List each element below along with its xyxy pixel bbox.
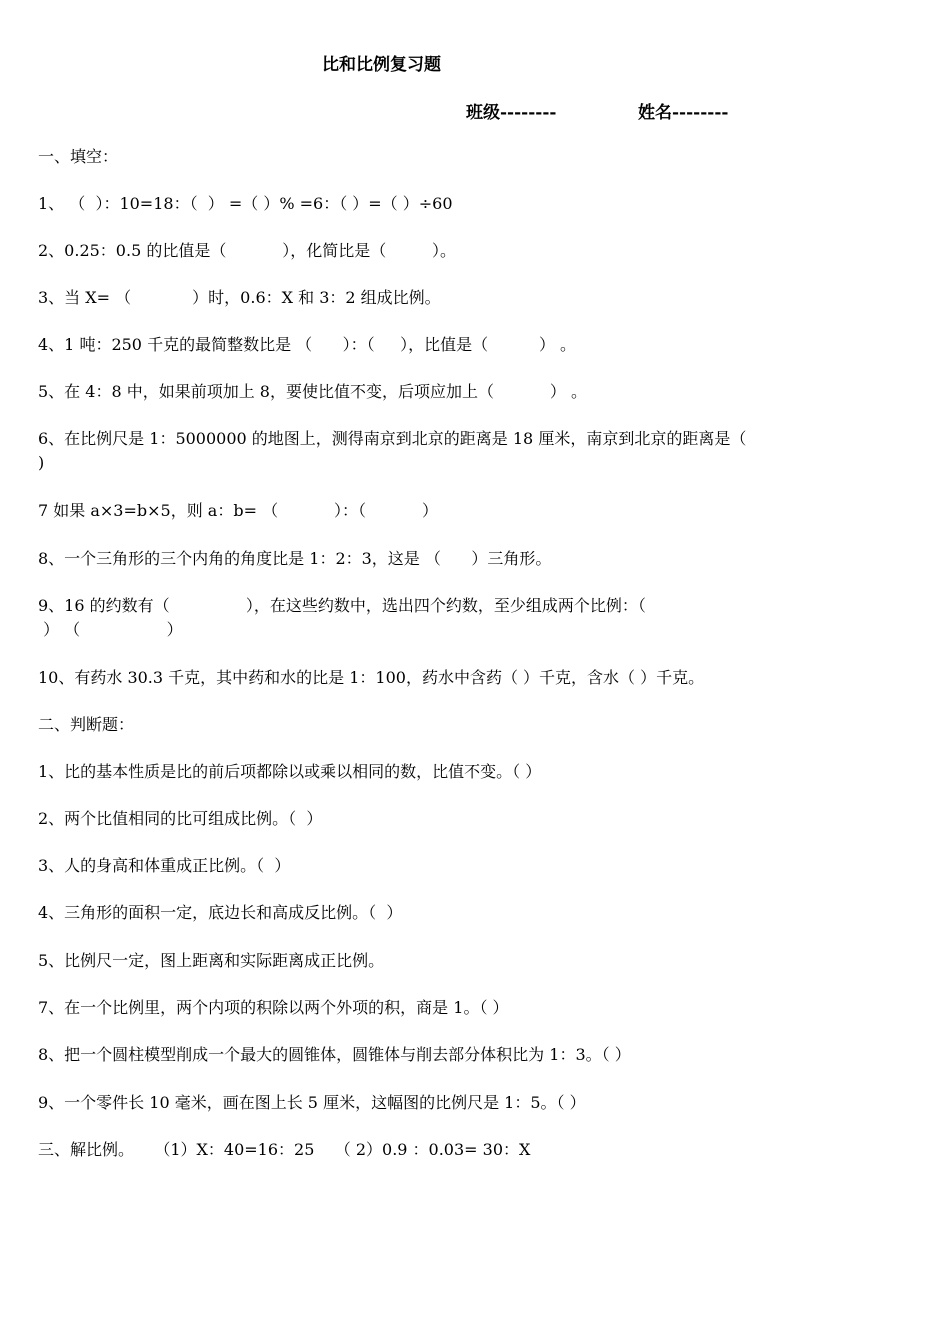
fill-question-3: 3、当 X= （ ）时，0.6：X 和 3：2 组成比例。 <box>38 288 441 307</box>
section-heading-judgement: 二、判断题： <box>38 715 135 734</box>
fill-question-6: 6、在比例尺是 1：5000000 的地图上，测得南京到北京的距离是 18 厘米，南京到北京的距离是（ <box>38 429 747 448</box>
fill-question-7: 7 如果 a×3=b×5，则 a：b= （ ）：（ ） <box>38 501 438 520</box>
fill-question-9: 9、16 的约数有（ ），在这些约数中，选出四个约数，至少组成两个比例：（ <box>38 596 646 615</box>
fill-question-6-continuation: ) <box>38 453 45 472</box>
judge-question-5: 5、比例尺一定，图上距离和实际距离成正比例。 <box>38 951 385 970</box>
fill-question-9-continuation: ） （ ） <box>38 620 183 639</box>
judge-question-9: 9、一个零件长 10 毫米，画在图上长 5 厘米，这幅图的比例尺是 1：5。（ ） <box>38 1093 586 1112</box>
judge-question-2: 2、两个比值相同的比可组成比例。（ ） <box>38 809 323 828</box>
fill-question-8: 8、一个三角形的三个内角的角度比是 1：2：3，这是 （ ）三角形。 <box>38 549 552 568</box>
fill-question-1: 1、 （ ）：10=18：（ ） =（ ）% =6：（ ）=（ ）÷60 <box>38 194 453 213</box>
name-field-label: 姓名-------- <box>638 103 729 123</box>
fill-question-4: 4、1 吨：250 千克的最简整数比是 （ ）：（ ），比值是（ ） 。 <box>38 335 577 354</box>
judge-question-8: 8、把一个圆柱模型削成一个最大的圆锥体，圆锥体与削去部分体积比为 1：3。（ ） <box>38 1045 631 1064</box>
judge-question-3: 3、人的身高和体重成正比例。（ ） <box>38 856 291 875</box>
fill-question-5: 5、在 4：8 中，如果前项加上 8，要使比值不变，后项应加上（ ） 。 <box>38 382 588 401</box>
page-title: 比和比例复习题 <box>322 55 441 75</box>
section-solve-proportion: 三、解比例。 （1）X：40=16：25 （ 2）0.9 ：0.03= 30：X <box>38 1140 531 1159</box>
class-field-label: 班级-------- <box>466 103 557 123</box>
judge-question-7: 7、在一个比例里，两个内项的积除以两个外项的积，商是 1。（ ） <box>38 998 509 1017</box>
fill-question-2: 2、0.25：0.5 的比值是（ ），化简比是（ ）。 <box>38 241 457 260</box>
judge-question-4: 4、三角形的面积一定，底边长和高成反比例。（ ） <box>38 903 403 922</box>
judge-question-1: 1、比的基本性质是比的前后项都除以或乘以相同的数，比值不变。（ ） <box>38 762 542 781</box>
fill-question-10: 10、有药水 30.3 千克，其中药和水的比是 1：100，药水中含药（ ）千克，含水（ ）千克。 <box>38 668 705 687</box>
section-heading-fill-blank: 一、填空： <box>38 147 119 166</box>
